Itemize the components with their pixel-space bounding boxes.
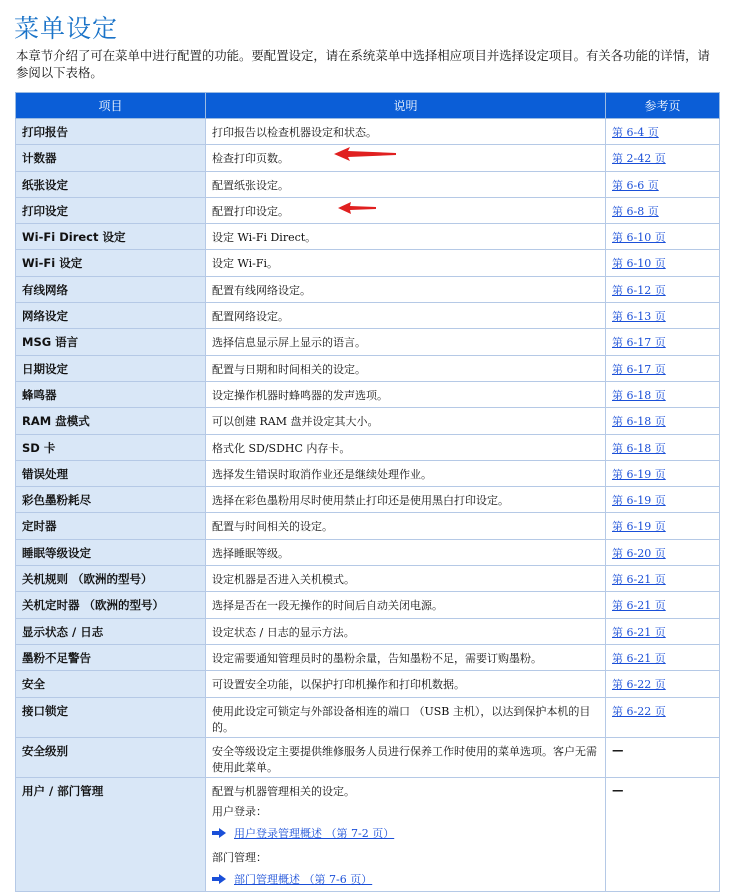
intro-paragraph: 本章节介绍了可在菜单中进行配置的功能。要配置设定，请在系统菜单中选择相应项目并选择设定项目。有关各功能的详情，请参阅以下表格。 — [16, 48, 710, 80]
row-reference — [606, 119, 720, 145]
reference-link[interactable]: 第 6-20 页 — [612, 546, 666, 560]
row-item: 墨粉不足警告 — [16, 644, 206, 670]
row-reference — [606, 197, 720, 223]
reference-link[interactable]: 第 6-18 页 — [612, 441, 666, 455]
reference-link[interactable]: 第 2-42 页 — [612, 152, 666, 166]
red-annotation-arrow-icon — [338, 202, 378, 214]
table-body — [16, 119, 720, 892]
row-reference — [606, 777, 720, 891]
red-annotation-arrow-icon — [334, 147, 398, 161]
row-item: 纸张设定 — [16, 171, 206, 197]
reference-link[interactable]: 第 6-6 页 — [612, 178, 659, 192]
reference-link[interactable]: 第 6-12 页 — [612, 283, 666, 297]
row-description: 选择是否在一段无操作的时间后自动关闭电源。 — [206, 592, 606, 618]
reference-link[interactable]: 第 6-8 页 — [612, 204, 659, 218]
row-item: 定时器 — [16, 513, 206, 539]
row-description: 设定状态 / 日志的显示方法。 — [206, 618, 606, 644]
row-reference — [606, 697, 720, 737]
table-row — [16, 644, 720, 670]
table-header-row — [16, 93, 720, 119]
row-description: 配置有线网络设定。 — [206, 276, 606, 302]
row-description: 配置与日期和时间相关的设定。 — [206, 355, 606, 381]
table-row — [16, 487, 720, 513]
row-description: 设定操作机器时蜂鸣器的发声选项。 — [206, 381, 606, 407]
row-description: 配置网络设定。 — [206, 303, 606, 329]
row-item: RAM 盘模式 — [16, 408, 206, 434]
reference-link[interactable]: 第 6-21 页 — [612, 599, 666, 613]
row-reference — [606, 355, 720, 381]
row-item: 日期设定 — [16, 355, 206, 381]
row-item: 关机规则 （欧洲的型号） — [16, 566, 206, 592]
row-description: 安全等级设定主要提供维修服务人员进行保养工作时使用的菜单选项。客户无需使用此菜单。 — [206, 737, 606, 777]
table-row — [16, 737, 720, 777]
row-item: 接口锁定 — [16, 697, 206, 737]
reference-link[interactable]: 第 6-19 页 — [612, 467, 666, 481]
row-item: 打印设定 — [16, 197, 206, 223]
row-item: 显示状态 / 日志 — [16, 618, 206, 644]
page-title: 菜单设定 — [14, 14, 119, 43]
row-item: 打印报告 — [16, 119, 206, 145]
bullet-link-row — [212, 871, 599, 887]
row-description: 设定 Wi-Fi Direct。 — [206, 224, 606, 250]
row-reference — [606, 566, 720, 592]
reference-link[interactable]: 第 6-4 页 — [612, 126, 659, 139]
row-description: 设定 Wi-Fi。 — [206, 250, 606, 276]
row-reference — [606, 381, 720, 407]
header-reference: 参考页 — [606, 93, 720, 119]
row-description: 使用此设定可锁定与外部设备相连的端口 （USB 主机），以达到保护本机的目的。 — [206, 697, 606, 737]
row-reference — [606, 513, 720, 539]
row-reference — [606, 303, 720, 329]
row-description: 配置与时间相关的设定。 — [206, 513, 606, 539]
table-row — [16, 592, 720, 618]
table-row — [16, 777, 720, 891]
row-reference — [606, 276, 720, 302]
reference-link[interactable]: 第 6-19 页 — [612, 494, 666, 508]
row-description: 检查打印页数。 — [206, 145, 606, 171]
reference-link[interactable]: 第 6-18 页 — [612, 415, 666, 429]
table-row — [16, 355, 720, 381]
bullet-link-row — [212, 825, 599, 841]
reference-link[interactable]: 第 6-18 页 — [612, 388, 666, 402]
row-description: 格式化 SD/SDHC 内存卡。 — [206, 434, 606, 460]
row-item: MSG 语言 — [16, 329, 206, 355]
table-row — [16, 539, 720, 565]
table-row — [16, 408, 720, 434]
bullet-arrow-icon — [212, 828, 226, 838]
row-description — [206, 777, 606, 891]
row-description: 可设置安全功能，以保护打印机操作和打印机数据。 — [206, 671, 606, 697]
reference-link[interactable]: 第 6-10 页 — [612, 257, 666, 271]
table-row — [16, 697, 720, 737]
row-item: Wi-Fi Direct 设定 — [16, 224, 206, 250]
row-description: 配置纸张设定。 — [206, 171, 606, 197]
reference-link[interactable]: 第 6-21 页 — [612, 573, 666, 587]
row-item: 安全级别 — [16, 737, 206, 777]
row-item: 彩色墨粉耗尽 — [16, 487, 206, 513]
reference-link[interactable]: 第 6-10 页 — [612, 231, 666, 245]
row-description: 选择睡眠等级。 — [206, 539, 606, 565]
row-description: 配置打印设定。 — [206, 197, 606, 223]
reference-none: — — [612, 742, 624, 757]
row-reference — [606, 539, 720, 565]
row-item: 关机定时器 （欧洲的型号） — [16, 592, 206, 618]
table-row — [16, 381, 720, 407]
row-reference — [606, 644, 720, 670]
reference-link[interactable]: 第 6-19 页 — [612, 520, 666, 534]
row-item: 安全 — [16, 671, 206, 697]
reference-link[interactable]: 第 6-17 页 — [612, 336, 666, 350]
row-item: SD 卡 — [16, 434, 206, 460]
row-item: 蜂鸣器 — [16, 381, 206, 407]
row-item: 网络设定 — [16, 303, 206, 329]
reference-link[interactable]: 第 6-13 页 — [612, 310, 666, 324]
row-item: 错误处理 — [16, 460, 206, 486]
row-description: 设定需要通知管理员时的墨粉余量，告知墨粉不足，需要订购墨粉。 — [206, 644, 606, 670]
row-reference — [606, 329, 720, 355]
row-item: 计数器 — [16, 145, 206, 171]
row-item: 睡眠等级设定 — [16, 539, 206, 565]
row-reference — [606, 434, 720, 460]
reference-link[interactable]: 第 6-21 页 — [612, 625, 666, 639]
table-row — [16, 303, 720, 329]
row-description: 可以创建 RAM 盘并设定其大小。 — [206, 408, 606, 434]
sub-label: 用户登录： — [212, 804, 267, 818]
row-reference — [606, 145, 720, 171]
row-description: 选择在彩色墨粉用尽时使用禁止打印还是使用黑白打印设定。 — [206, 487, 606, 513]
reference-none: — — [612, 782, 624, 797]
row-reference — [606, 592, 720, 618]
row-reference — [606, 171, 720, 197]
description-text: 配置与机器管理相关的设定。 — [212, 784, 355, 798]
reference-link[interactable]: 第 6-22 页 — [612, 678, 666, 692]
bullet-arrow-icon — [212, 874, 226, 884]
row-reference — [606, 487, 720, 513]
user-login-link[interactable]: 用户登录管理概述 （第 7-2 页） — [234, 826, 395, 840]
row-reference — [606, 460, 720, 486]
row-item: Wi-Fi 设定 — [16, 250, 206, 276]
table-row — [16, 119, 720, 145]
row-reference — [606, 618, 720, 644]
header-description: 说明 — [206, 93, 606, 119]
row-reference — [606, 671, 720, 697]
table-row — [16, 276, 720, 302]
table-row — [16, 171, 720, 197]
table-row — [16, 460, 720, 486]
row-item: 有线网络 — [16, 276, 206, 302]
row-description: 设定机器是否进入关机模式。 — [206, 566, 606, 592]
table-row — [16, 513, 720, 539]
table-row — [16, 224, 720, 250]
reference-link[interactable]: 第 6-17 页 — [612, 362, 666, 376]
row-reference — [606, 408, 720, 434]
department-management-link[interactable]: 部门管理概述 （第 7-6 页） — [234, 872, 373, 886]
table-row — [16, 329, 720, 355]
row-item: 用户 / 部门管理 — [16, 777, 206, 891]
sub-label: 部门管理： — [212, 850, 267, 864]
table-row — [16, 250, 720, 276]
header-item: 项目 — [16, 93, 206, 119]
reference-link[interactable]: 第 6-22 页 — [612, 704, 666, 718]
table-row — [16, 434, 720, 460]
row-reference — [606, 224, 720, 250]
reference-link[interactable]: 第 6-21 页 — [612, 651, 666, 665]
row-reference — [606, 737, 720, 777]
table-row — [16, 618, 720, 644]
row-reference — [606, 250, 720, 276]
table-row — [16, 671, 720, 697]
row-description: 选择发生错误时取消作业还是继续处理作业。 — [206, 460, 606, 486]
row-description: 选择信息显示屏上显示的语言。 — [206, 329, 606, 355]
table-row — [16, 566, 720, 592]
row-description: 打印报告以检查机器设定和状态。 — [206, 119, 606, 145]
